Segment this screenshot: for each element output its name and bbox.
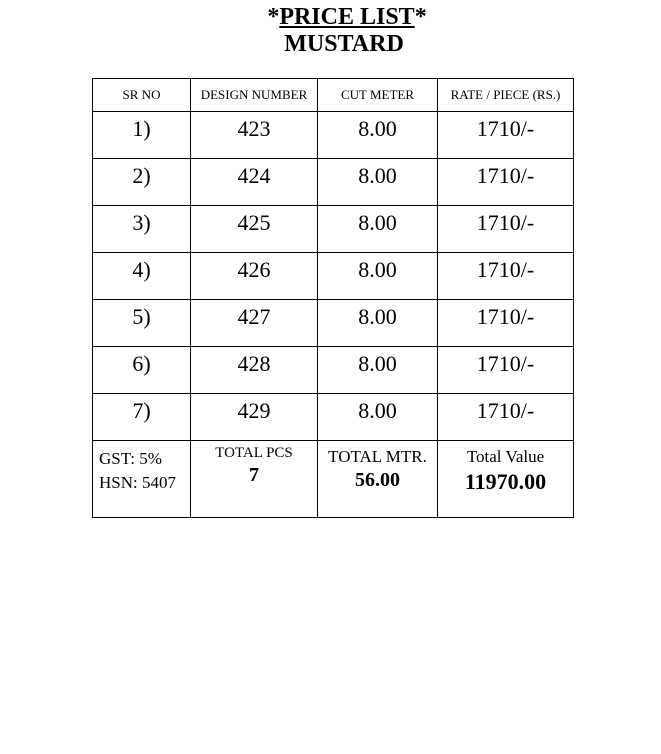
sr-no-cell: 7) [93,394,191,441]
sr-no-cell: 4) [93,253,191,300]
table-row [93,300,574,347]
table-row [93,347,574,394]
title-text: PRICE LIST [279,4,415,30]
cut-meter-cell: 8.00 [318,159,438,206]
total-mtr-label: TOTAL MTR. [328,447,427,466]
sr-no-cell: 5) [93,300,191,347]
design-number-cell: 427 [191,300,318,347]
rate-cell: 1710/- [438,300,574,347]
column-header-cut-meter: CUT METER [318,79,438,112]
design-number-cell: 425 [191,206,318,253]
total-pcs-label: TOTAL PCS [215,445,293,461]
cut-meter-cell: 8.00 [318,300,438,347]
design-number-cell: 424 [191,159,318,206]
column-header-sr-no: SR NO [93,79,191,112]
column-header-design-number: DESIGN NUMBER [191,79,318,112]
design-number-cell: 428 [191,347,318,394]
sr-no-cell: 6) [93,347,191,394]
total-pcs-value: 7 [249,464,259,486]
total-value-amount: 11970.00 [464,469,547,494]
document-subtitle: MUSTARD [284,31,404,57]
sr-no-cell: 3) [93,206,191,253]
table-row [93,394,574,441]
total-mtr-value: 56.00 [355,469,400,491]
rate-cell: 1710/- [438,253,574,300]
table-row [93,159,574,206]
total-value-label: Total Value [466,447,545,466]
price-table [92,78,574,518]
tax-info-cell [93,441,191,518]
cut-meter-cell: 8.00 [318,347,438,394]
sr-no-cell: 1) [93,112,191,159]
table-footer-row [93,441,574,518]
rate-cell: 1710/- [438,159,574,206]
table-row [93,206,574,253]
cut-meter-cell: 8.00 [318,394,438,441]
rate-cell: 1710/- [438,347,574,394]
table-header-row [93,79,574,112]
cut-meter-cell: 8.00 [318,206,438,253]
column-header-rate-per-piece: RATE / PIECE (RS.) [438,79,574,112]
title-suffix: * [414,4,427,30]
title-prefix: * [267,4,280,30]
document-title [0,4,661,30]
rate-cell: 1710/- [438,112,574,159]
design-number-cell: 429 [191,394,318,441]
rate-cell: 1710/- [438,206,574,253]
cut-meter-cell: 8.00 [318,253,438,300]
table-row [93,253,574,300]
total-value-cell [438,441,574,518]
hsn-code: HSN: 5407 [99,473,176,492]
table-row [93,112,574,159]
total-mtr-cell [318,441,438,518]
gst-rate: GST: 5% [99,449,162,468]
total-pcs-cell [191,441,318,518]
design-number-cell: 423 [191,112,318,159]
sr-no-cell: 2) [93,159,191,206]
design-number-cell: 426 [191,253,318,300]
cut-meter-cell: 8.00 [318,112,438,159]
rate-cell: 1710/- [438,394,574,441]
